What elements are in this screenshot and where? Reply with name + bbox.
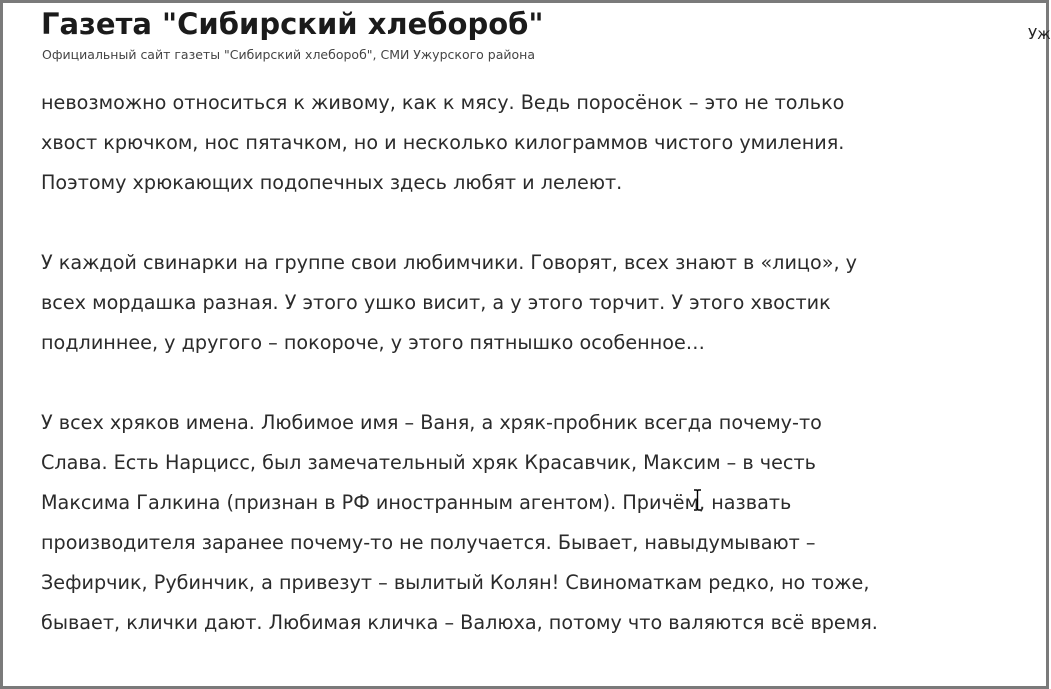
site-subtitle: Официальный сайт газеты "Сибирский хлебороб", СМИ Ужурского района xyxy=(42,47,535,62)
site-title[interactable]: Газета "Сибирский хлебороб" xyxy=(41,7,544,41)
article-paragraph: У всех хряков имена. Любимое имя – Ваня, а хряк-пробник всегда почему-то Слава. Есть Нарцисс, был замечательный хряк Красавчик, Максим – в честь Максима Галкина (признан в РФ иностранным агентом). Причём, назвать производителя заранее почему-то не получается. Бывает, навыдумывают – Зефирчик, Рубинчик, а привезут – вылитый Колян! Свиноматкам редко, но тоже, бывает, клички дают. Любимая кличка – Валюха, потому что валяются всё время. xyxy=(41,411,878,634)
article-body xyxy=(41,83,1001,683)
article-paragraph: невозможно относиться к живому, как к мясу. Ведь поросёнок – это не только хвост крючком, нос пятачком, но и несколько килограммов чистого умиления. Поэтому хрюкающих подопечных здесь любят и лелеют. xyxy=(41,91,845,194)
site-header xyxy=(41,5,1051,63)
header-region-link[interactable]: Уж xyxy=(1028,25,1051,43)
article-paragraph: У каждой свинарки на группе свои любимчики. Говорят, всех знают в «лицо», у всех мордашка разная. У этого ушко висит, а у этого торчит. У этого хвостик подлиннее, у другого – покороче, у этого пятнышко особенное… xyxy=(41,251,858,354)
